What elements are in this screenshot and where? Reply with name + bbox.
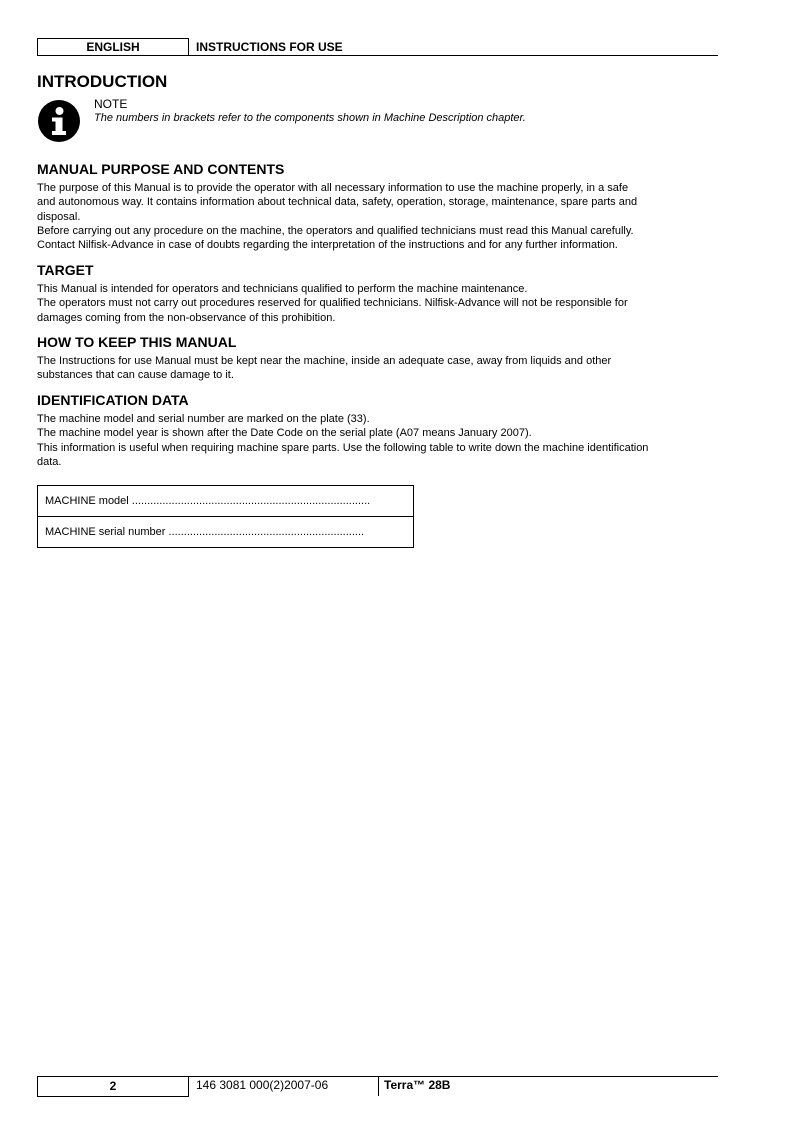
machine-model-field: MACHINE model .............................................................................. <box>38 486 414 517</box>
machine-serial-field: MACHINE serial number ................................................................ <box>38 517 414 548</box>
language-label: ENGLISH <box>37 38 189 56</box>
note-text: The numbers in brackets refer to the components shown in Machine Description chapter. <box>94 112 526 124</box>
section-identification-data <box>37 392 712 469</box>
section-heading: IDENTIFICATION DATA <box>37 392 189 408</box>
text-line: The machine model and serial number are marked on the plate (33). <box>37 413 370 425</box>
document-code: 146 3081 000(2)2007-06 <box>196 1078 329 1092</box>
text-line: substances that can cause damage to it. <box>37 369 234 382</box>
text-line: The machine model year is shown after the Date Code on the serial plate (A07 means January 2007). <box>37 427 532 440</box>
note-label: NOTE <box>94 97 128 111</box>
text-line: The Instructions for use Manual must be kept near the machine, inside an adequate case, away from liquids and other <box>37 355 612 367</box>
text-line: The operators must not carry out procedures reserved for qualified technicians. Nilfisk-Advance will not be responsible for <box>37 297 628 310</box>
text-line: and autonomous way. It contains information about technical data, safety, operation, storage, maintenance, spare parts and <box>37 196 638 209</box>
info-icon <box>38 100 80 142</box>
page-number: 2 <box>37 1076 189 1097</box>
table-row <box>38 517 414 548</box>
footer-divider <box>378 1077 379 1096</box>
page-header <box>37 38 718 56</box>
text-line: Before carrying out any procedure on the machine, the operators and qualified technicians must read this Manual carefully. <box>37 224 634 237</box>
section-heading: TARGET <box>37 262 94 278</box>
section-heading: MANUAL PURPOSE AND CONTENTS <box>37 161 285 177</box>
section-target <box>37 262 712 325</box>
section-heading: HOW TO KEEP THIS MANUAL <box>37 334 237 350</box>
text-line: The purpose of this Manual is to provide the operator with all necessary information to use the machine properly, in a safe <box>37 182 629 194</box>
introduction-title: INTRODUCTION <box>37 72 168 91</box>
product-name: Terra™ 28B <box>384 1078 451 1092</box>
header-rule <box>189 55 718 56</box>
header-title: INSTRUCTIONS FOR USE <box>196 40 343 54</box>
text-line: data. <box>37 455 62 468</box>
section-how-to-keep <box>37 334 712 383</box>
text-line: disposal. <box>37 210 81 223</box>
machine-id-table <box>37 485 414 548</box>
text-line: This Manual is intended for operators and technicians qualified to perform the machine maintenance. <box>37 283 528 295</box>
table-row <box>38 486 414 517</box>
text-line: This information is useful when requiring machine spare parts. Use the following table to write down the machine identification <box>37 441 649 454</box>
text-line: Contact Nilfisk-Advance in case of doubts regarding the interpretation of the instructions and for any further information. <box>37 239 618 252</box>
text-line: damages coming from the non-observance of this prohibition. <box>37 311 336 324</box>
page-footer <box>37 1076 718 1097</box>
section-manual-purpose <box>37 161 712 252</box>
